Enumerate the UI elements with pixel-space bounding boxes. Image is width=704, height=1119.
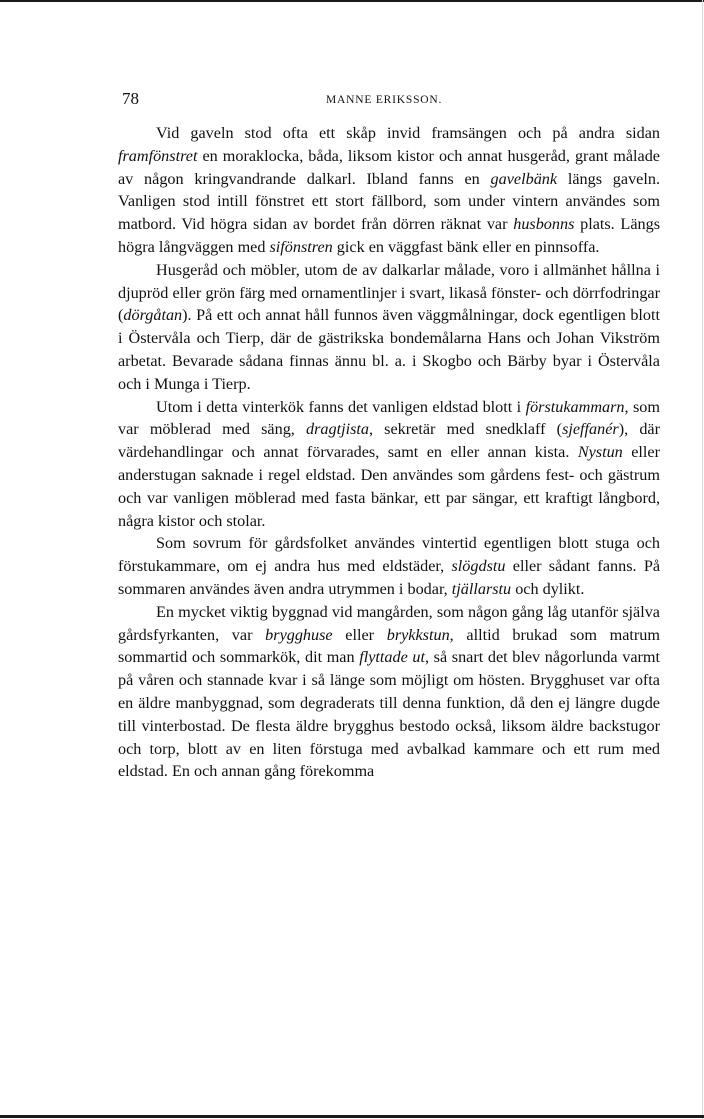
italic-term: brygghuse (265, 625, 333, 644)
text-run: en moraklocka, båda, liksom kistor och annat husgeråd, grant målade av någon kringvandrande dalkarl. Ibland fanns en (118, 146, 660, 188)
body-text (118, 122, 660, 783)
text-run: Utom i detta vinterkök fanns det vanligen eldstad blott i (156, 397, 526, 416)
page-number: 78 (122, 89, 139, 108)
text-run: och dylikt. (511, 579, 585, 598)
text-run: En mycket viktig byggnad vid mangården, som någon gång låg utanför själva gårdsfyrkanten, var (118, 602, 660, 644)
text-run: Vid gaveln stod ofta ett skåp invid framsängen och på andra sidan (156, 124, 660, 142)
text-run: plats. Längs högra långväggen med (118, 215, 660, 256)
text-run: , sekretär med snedklaff ( (368, 420, 563, 439)
italic-term: flyttade ut (359, 648, 425, 667)
running-head: MANNE ERIKSSON. (326, 94, 443, 106)
text-run: eller (332, 625, 387, 644)
paragraph (118, 601, 660, 783)
italic-term: sifönstren (269, 237, 333, 256)
paragraph (118, 122, 660, 259)
italic-term: dragtjista (306, 420, 369, 439)
paragraph (118, 532, 660, 600)
italic-term: Nystun (577, 443, 623, 462)
text-run: ), där värdehandlingar och annat förvarades, samt en eller annan kista. (118, 420, 660, 462)
italic-term: framfönstret (118, 146, 198, 165)
text-run: längs gaveln. Vanligen stod intill fönstret ett stort fällbord, som under vintern användes som matbord. Vid högra sidan av bordet från dörren räknat var (118, 169, 660, 234)
italic-term: dörgåtan (123, 306, 183, 325)
text-run: , som var möblerad med säng, (118, 397, 660, 439)
page-edge (702, 0, 703, 1119)
text-run: gick en väggfast bänk eller en pinnsoffa. (332, 237, 600, 256)
text-run: , så snart det blev någorlunda varmt på våren och stannade kvar i så länge som möjligt om hösten. Brygghuset var ofta en äldre manbyggnad, som degraderats till denna funktion, då den ej längre dugde till vinterbostad. De flesta äldre brygghus bestodo också, liksom äldre backstugor och torp, blott av en liten förstuga med avbalkad kammare och ett rum med eldstad. En och annan gång förekomma (118, 648, 660, 781)
italic-term: husbonns (513, 215, 575, 234)
top-rule (0, 0, 704, 2)
paragraph (118, 396, 660, 533)
italic-term: gavelbänk (490, 169, 558, 188)
text-run: eller anderstugan saknade i regel eldstad. Den användes som gårdens fest- och gästrum och var vanligen möblerad med fasta bänkar, ett par sängar, ett kraftigt långbord, några kistor och stolar. (118, 443, 660, 530)
italic-term: tjällarstu (451, 579, 512, 598)
italic-term: brykkstun (386, 625, 450, 644)
text-run: , alltid brukad som matrum sommartid och sommarkök, dit man (118, 625, 660, 667)
italic-term: sjeffanér (562, 420, 619, 439)
text-run: eller sådant fanns. På sommaren användes även andra utrymmen i bodar, (118, 557, 661, 598)
italic-term: slögdstu (451, 557, 506, 576)
paragraph (118, 259, 660, 396)
italic-term: förstukammarn (525, 397, 625, 416)
text-run: Husgeråd och möbler, utom de av dalkarlar målade, voro i allmänhet hållna i djupröd eller grön färg med ornamentlinjer i svart, likaså fönster- och dörrfodringar ( (118, 260, 660, 325)
text-run: ). På ett och annat håll funnos även väggmålningar, dock egentligen blott i Östervåla och Tierp, där de gästrikska bondemålarna Hans och Johan Vikström arbetat. Bevarade sådana finnas ännu bl. a. i Skogbo och Bärby byar i Östervåla och i Munga i Tierp. (118, 306, 660, 393)
bottom-rule (0, 1115, 704, 1118)
text-run: Som sovrum för gårdsfolket användes vintertid egentligen blott stuga och förstukammare, om ej andra hus med eldstäder, (118, 534, 660, 576)
